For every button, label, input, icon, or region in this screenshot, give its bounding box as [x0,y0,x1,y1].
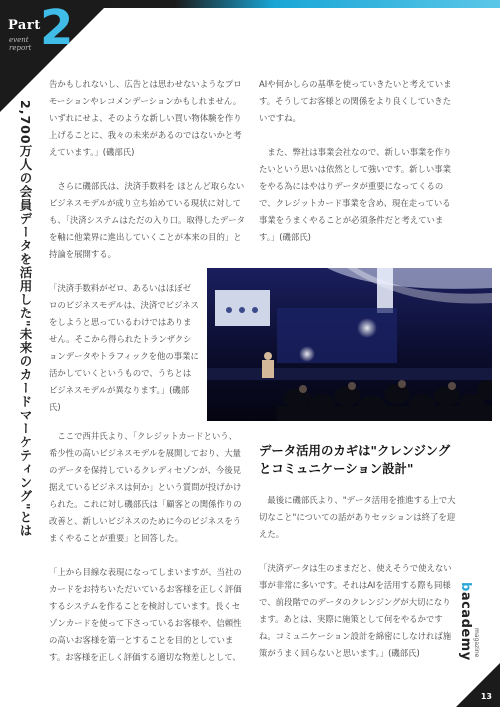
paragraph: AIや何かしらの基準を使っていきたいと考えています。そうしてお客様との関係をより良くしていきたいですね。 [259,79,452,123]
part-label: Part [8,18,41,33]
paragraph: 「決済手数料がゼロ、あるいはほぼゼロのビジネスモデルは、決済でビジネスをしようと思っているわけではありません。そこから得られたトランザクションデータやトラフィックを他の事業に活かしていくというもので、うちとはビジネスモデルが異なります。」(磯部氏) [49,283,199,412]
article-title: 2,700万人の会員データを活用した"未来のカードマーケティング"とは [18,100,33,538]
logo-b: b [458,582,473,592]
paragraph: 告かもしれないし、広告とは思わせないようなプロモーションやレコメンデーションかもしれません。いずれにせよ、そのような新しい買い物体験を作り上げることに、我々の未来があるのではないかと考えています。」(磯部氏) [49,79,242,157]
article-column-4 [259,492,459,662]
paragraph: 「上から目線な表現になってしまいますが、当社のカードをお持ちいただいているお客様を正しく評価するシステムを作ることを検討しています。長くセゾンカードを使って下さっているお客様や、信頼性の高いお客様を第一とすることを目的としています。お客様を正しく評価する適切な物差しとして、 [49,567,242,662]
section-heading: データ活用のカギは"クレンジングとコミュニケーション設計" [259,443,451,476]
page-number: 13 [480,692,492,701]
logo-magazine: magazine [473,628,480,658]
part-number: 2 [40,0,74,56]
paragraph: また、弊社は事業会社なので、新しい事業を作りたいという思いは依然として強いです。新しい事業をやる為にはやはりデータが重要になってくるので、クレジットカード事業を含め、現在走っている事業をうまくやることが必須条件だと考えています。」(磯部氏) [259,147,452,242]
article-column-2 [49,428,245,666]
event-photo-graphic [207,268,492,421]
paragraph: ここで西井氏より、「クレジットカードという、希少性の高いビジネスモデルを展開しており、大量のデータを保持しているクレディセゾンが、今後見据えているビジネスは何か」という質問が投げかけられた。これに対し磯部氏は「顧客との関係作りの改善と、新しいビジネスのために今のビジネスをうまくやることが重要」と回答した。 [49,431,242,543]
corner-triangle-bottom [456,663,500,707]
paragraph: 最後に磯部氏より、"データ活用を推進する上で大切なこと"についての話がありセッションは終了を迎えた。 [259,495,456,539]
paragraph: さらに磯部氏は、決済手数料を ほとんど取らないビジネスモデルが成り立ち始めている現状に対しても、「決済システムはただの入り口。取得したデータを軸に他業界に進出していくことが本来の目的」と持論を展開する。 [49,181,245,259]
paragraph: 「決済データは生のままだと、使えそうで使えない事が非常に多いです。それはAIを活用する際も同様で、前段階でのデータのクレンジングが大切になります。あとは、実際に施策として何をやるかですね。コミュニケーション設計を綿密にしなければ施策がうまく回らないと思います。」(磯部氏) [259,563,452,658]
event-stage-photo [207,268,492,421]
logo-academy: academy [458,591,473,661]
article-column-3 [259,76,459,246]
event-report-label: event report [9,36,32,52]
